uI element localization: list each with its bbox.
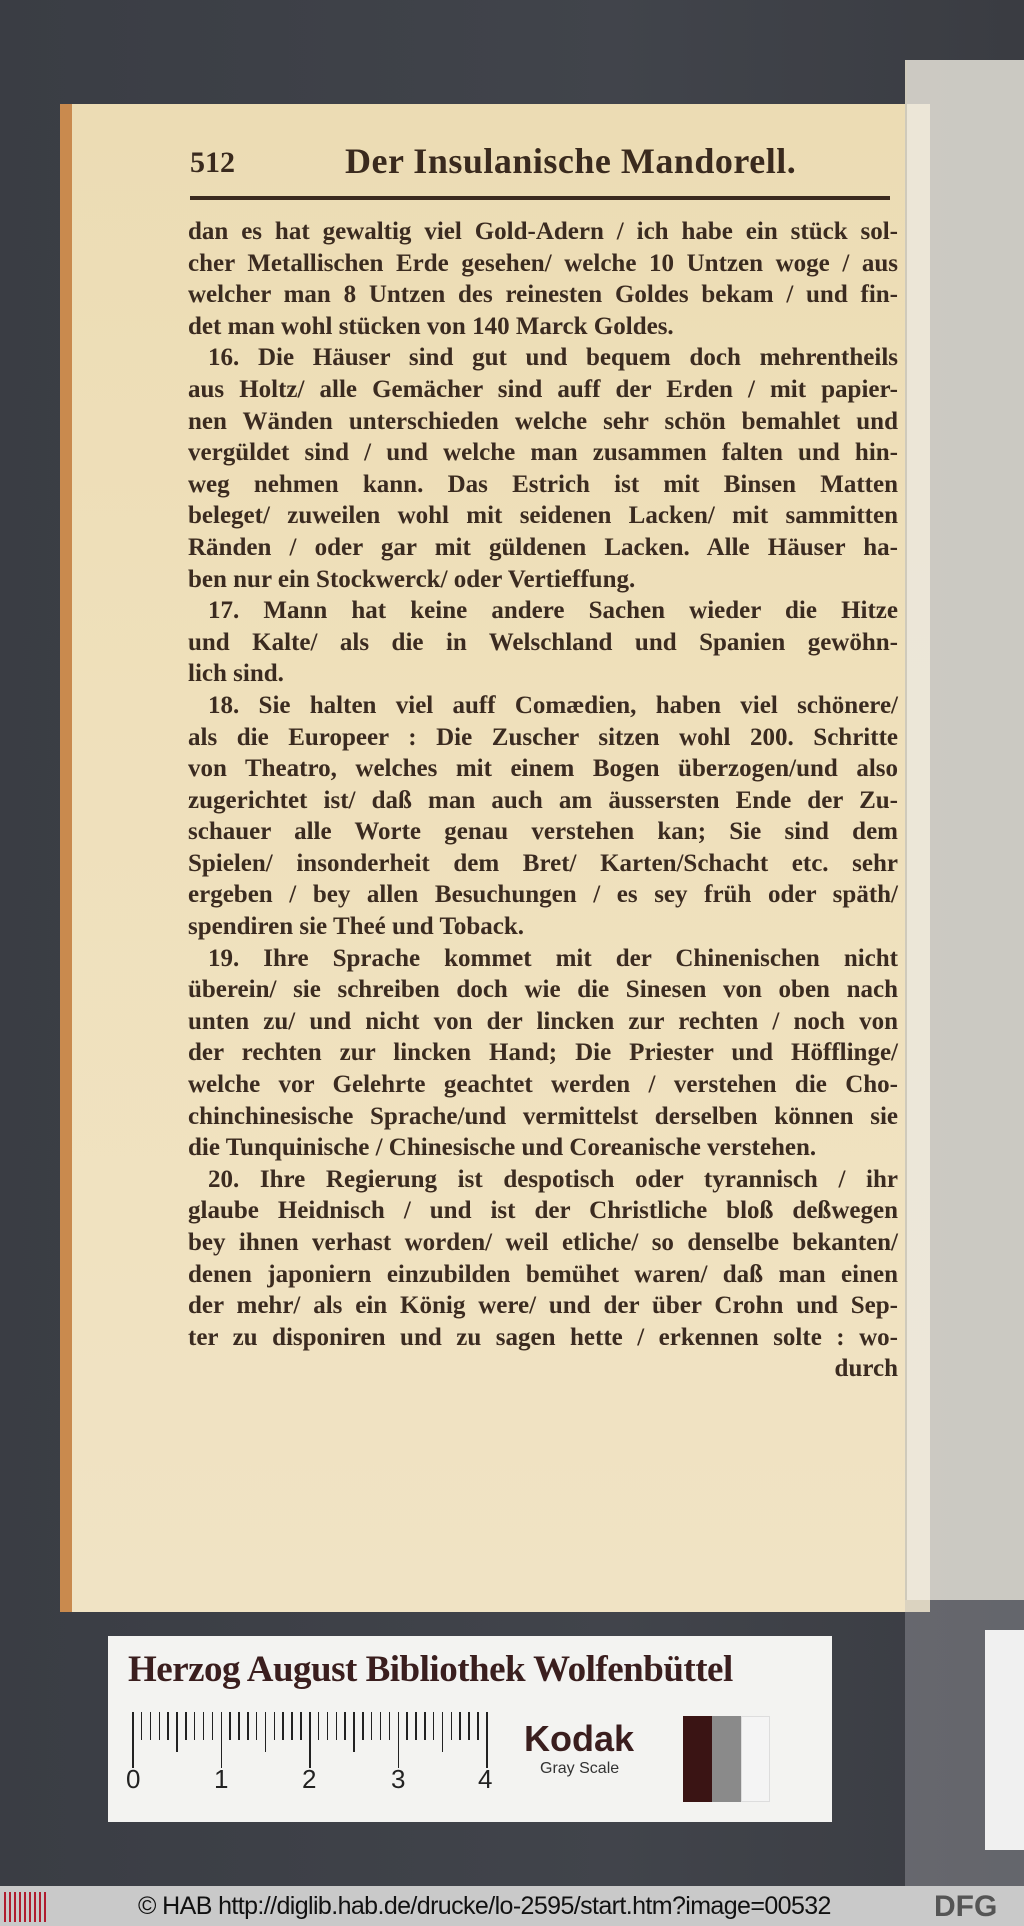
ruler-tick [309,1712,311,1768]
text-line: schauer alle Worte genau verstehen kan; Sie sind dem [188,818,898,846]
ruler-tick [477,1712,479,1740]
text-line: vergüldet sind / und welche man zusammen falten und hin- [188,439,898,467]
ruler-number: 0 [126,1764,141,1794]
text-line: Spielen/ insonderheit dem Bret/ Karten/Schacht etc. sehr [188,849,898,877]
ruler-tick [247,1712,249,1740]
ruler-tick [353,1712,355,1752]
ruler-tick [238,1712,240,1740]
text-line: lich sind. [188,660,284,688]
text-line: denen japoniern einzubilden bemühet waren/ daß man einen [188,1260,898,1288]
text-line: cher Metallischen Erde gesehen/ welche 10 Untzen woge / aus [188,249,898,277]
text-line: der mehr/ als ein König were/ und der über Crohn und Sep- [188,1292,898,1320]
text-line: von Theatro, welches mit einem Bogen überzogen/und also [188,755,898,783]
ruler-tick [371,1712,373,1740]
ruler-tick [141,1712,143,1740]
ruler-tick [212,1712,214,1740]
ruler-tick [203,1712,205,1740]
hab-logo-icon [4,1892,48,1922]
ruler-tick [274,1712,276,1740]
gray-patch-light [741,1716,770,1802]
ruler-tick [167,1712,169,1740]
ruler-tick [424,1712,426,1740]
text-line: glaube Heidnisch / und ist der Christliche bloß deßwegen [188,1197,898,1225]
text-line: dan es hat gewaltig viel Gold-Adern / ich habe ein stück sol- [188,218,898,245]
ruler-tick [185,1712,187,1740]
ruler-tick [194,1712,196,1740]
running-title: Der Insulanische Mandorell. [345,141,797,181]
ruler-tick [459,1712,461,1740]
text-line: überein/ sie schreiben doch wie die Sinesen von oben nach [188,976,898,1004]
text-line: unten zu/ und nicht von der lincken zur rechten / noch von [188,1007,898,1035]
ruler-tick [336,1712,338,1740]
ruler-tick [265,1712,267,1752]
ruler-tick [362,1712,364,1740]
ruler-tick [150,1712,152,1740]
ruler-number: 4 [478,1764,493,1794]
ruler-tick [327,1712,329,1740]
ruler-tick [380,1712,382,1740]
ruler-tick [159,1712,161,1740]
text-line: zugerichtet ist/ daß man auch am äussersten Ende der Zu- [188,786,898,814]
ruler-tick [344,1712,346,1740]
gray-patch-mid [712,1716,741,1802]
text-line: det man wohl stücken von 140 Marck Goldes. [188,312,674,340]
ruler-tick [282,1712,284,1740]
kodak-logo: Kodak [524,1718,635,1759]
text-line: 18. Sie halten viel auff Comædien, haben viel schönere/ [208,691,898,719]
text-line: 17. Mann hat keine andere Sachen wieder die Hitze [208,597,898,625]
text-line: Ränden / oder gar mit güldenen Lacken. Alle Häuser ha- [188,533,898,561]
copyright-url: © HAB http://diglib.hab.de/drucke/lo-2595/start.htm?image=00532 [138,1892,831,1920]
text-line: welche vor Gelehrte geachtet werden / verstehen die Cho- [188,1071,898,1099]
text-line: weg nehmen kann. Das Estrich ist mit Binsen Matten [188,470,898,498]
ruler-number: 1 [214,1764,229,1794]
ruler-tick [433,1712,435,1740]
page-number: 512 [190,146,235,179]
text-line: spendiren sie Theé und Toback. [188,913,525,941]
text-line: und Kalte/ als die in Welschland und Spanien gewöhn- [188,628,898,656]
ruler-scale [132,1712,492,1772]
text-line: beleget/ zuweilen wohl mit seidenen Lacken/ mit sammitten [188,502,898,530]
ruler-tick [442,1712,444,1752]
ruler-tick [468,1712,470,1740]
text-line: durch [834,1355,898,1383]
ruler-tick [229,1712,231,1740]
text-line: 20. Ihre Regierung ist despotisch oder tyrannisch / ihr [208,1165,898,1193]
library-color-card [108,1636,832,1822]
gray-scale-label: Gray Scale [540,1760,620,1777]
ruler-tick [256,1712,258,1740]
text-line: 19. Ihre Sprache kommet mit der Chinenischen nicht [208,944,898,972]
text-line: aus Holtz/ alle Gemächer sind auff der Erden / mit papier- [188,375,898,403]
body-text [188,216,898,1385]
facing-page-edge [905,60,1024,1600]
text-line: ben nur ein Stockwerck/ oder Vertieffung. [188,565,636,593]
footer-bar [0,1886,1024,1926]
text-line: chinchinesische Sprache/und vermittelst derselben können sie [188,1102,898,1130]
ruler-tick [300,1712,302,1740]
text-line: der rechten zur lincken Hand; Die Priester und Höfflinge/ [188,1039,898,1067]
gray-patch-dark [683,1716,712,1802]
text-line: bey ihnen verhast worden/ weil etliche/ so denselbe bekanten/ [188,1229,898,1256]
ruler-tick [318,1712,320,1740]
ruler-number: 2 [302,1764,317,1794]
glass-plate [905,1600,1024,1886]
text-line: nen Wänden unterschieden welche sehr schön bemahlet und [188,407,898,435]
text-line: als die Europeer : Die Zuscher sitzen wohl 200. Schritte [188,723,898,751]
ruler-tick [176,1712,178,1752]
text-line: welcher man 8 Untzen des reinesten Goldes bekam / und fin- [188,281,898,309]
ruler-tick [291,1712,293,1740]
text-line: die Tunquinische / Chinesische und Coreanische verstehen. [188,1134,817,1162]
ruler-tick [398,1712,400,1768]
text-line: 16. Die Häuser sind gut und bequem doch mehrentheils [208,344,898,372]
ruler-tick [451,1712,453,1740]
ruler-tick [415,1712,417,1740]
library-name: Herzog August Bibliothek Wolfenbüttel [128,1649,733,1690]
ruler-tick [486,1712,488,1768]
ruler-tick [406,1712,408,1740]
ruler-tick [221,1712,223,1768]
dfg-logo: DFG [934,1890,998,1923]
header-rule [190,196,890,200]
text-line: ter zu disponiren und zu sagen hette / erkennen solte : wo- [188,1323,898,1351]
ruler-tick [389,1712,391,1740]
ruler-number: 3 [391,1764,406,1794]
ruler-tick [132,1712,134,1768]
text-line: ergeben / bey allen Besuchungen / es sey früh oder späth/ [188,881,898,909]
